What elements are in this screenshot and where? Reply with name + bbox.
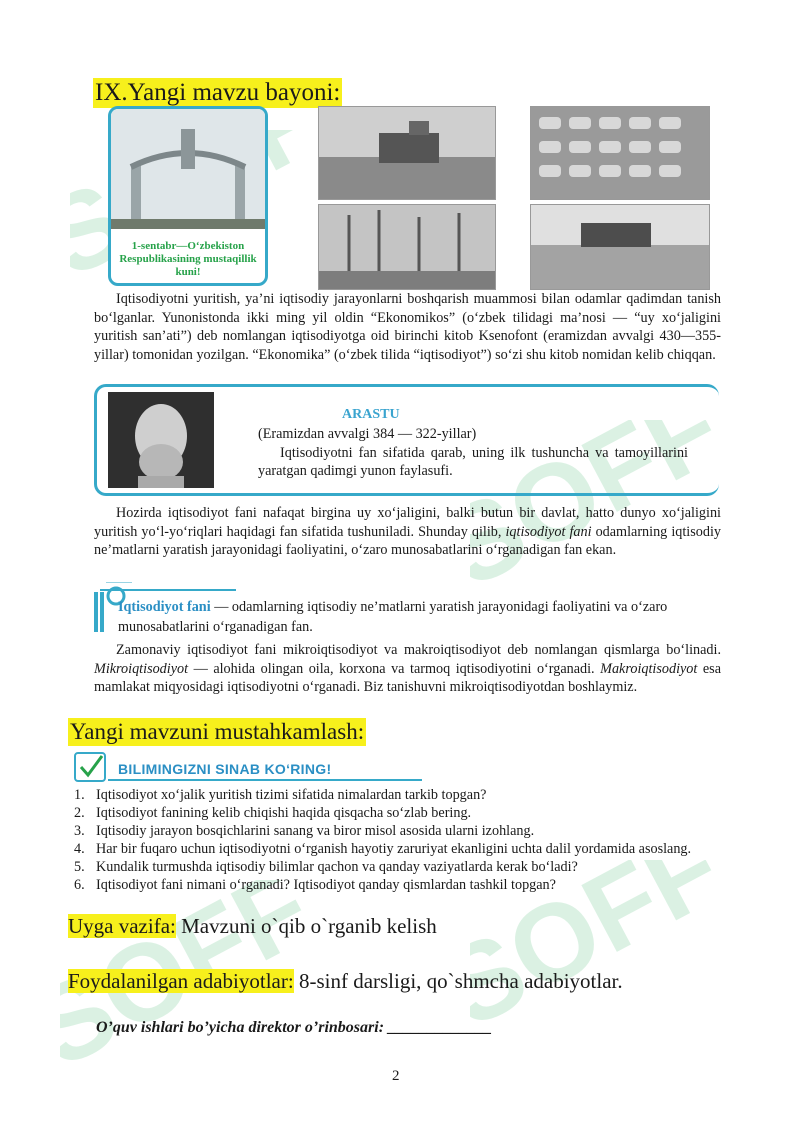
para2-text: Hozirda iqtisodiyot fani nafaqat birgina uy xo‘jaligini, balki butun bir davlat, hatto dunyo xo‘jaligini yuritish yo‘l-yo‘riqlari haqidagi fan sifatida tushuniladi. Shunday qilib, bbox=[94, 505, 721, 540]
question-item bbox=[74, 822, 714, 840]
monument-image bbox=[111, 109, 265, 229]
question-text: Iqtisodiyot xo‘jalik yuritish tizimi sifatida nimalardan tarkib topgan? bbox=[96, 787, 487, 803]
question-list bbox=[74, 786, 714, 894]
question-item bbox=[74, 840, 714, 858]
para3-text: Zamonaviy iqtisodiyot fani mikroiqtisodiyot va makroiqtisodiyot deb nomlangan qismlarga bo‘linadi. bbox=[116, 642, 721, 658]
question-number: 5. bbox=[74, 859, 85, 875]
homework-label: Uyga vazifa: bbox=[68, 914, 176, 938]
paragraph-2 bbox=[94, 504, 721, 560]
question-text: Iqtisodiyot fanining kelib chiqishi haqida qisqacha so‘zlab bering. bbox=[96, 805, 472, 821]
question-text: Har bir fuqaro uchun iqtisodiyotni o‘rganish hayotiy zaruriyat ekanligini uchta dalil yordamida asoslang. bbox=[96, 841, 692, 857]
literature-label: Foydalanilgan adabiyotlar: bbox=[68, 969, 294, 993]
question-number: 3. bbox=[74, 823, 85, 839]
definition-rule bbox=[100, 589, 236, 591]
para3-text3: esa mamlakat miqyosidagi iqtisodiyotni o‘rganadi. Biz tanishuvni mikroiqtisodiyotdan boshlaymiz. bbox=[94, 660, 721, 696]
paragraph-3 bbox=[94, 641, 721, 697]
svg-text:SOFF: SOFF bbox=[470, 420, 741, 612]
arastu-text bbox=[258, 425, 688, 481]
question-number: 4. bbox=[74, 841, 85, 857]
arastu-portrait bbox=[108, 392, 214, 488]
para3-text2: — alohida olingan oila, korxona va tarmoq iqtisodiyotini o‘rganadi. bbox=[188, 660, 601, 677]
question-item bbox=[74, 858, 714, 876]
question-number: 2. bbox=[74, 805, 85, 821]
para3-term1: Mikroiqtisodiyot bbox=[94, 660, 189, 677]
question-item bbox=[74, 804, 714, 822]
literature bbox=[68, 968, 623, 994]
question-text: Kundalik turmushda iqtisodiy bilimlar qachon va qanday vaziyatlarda kerak bo‘ladi? bbox=[96, 859, 578, 875]
field-photo bbox=[530, 204, 710, 290]
reinforce-title: Yangi mavzuni mustahkamlash: bbox=[70, 719, 365, 744]
section-title: IX.Yangi mavzu bayoni: bbox=[95, 79, 341, 106]
question-number: 6. bbox=[74, 877, 85, 893]
question-item bbox=[74, 876, 714, 894]
definition-text bbox=[118, 597, 721, 637]
svg-text:SOFF: SOFF bbox=[470, 860, 741, 1052]
literature-text: 8-sinf darsligi, qo`shmcha adabiyotlar. bbox=[293, 969, 623, 993]
definition-body: — odamlarning iqtisodiy ne’matlarni yaratish jarayonidagi faoliyatini va o‘zaro munosabatlarini o‘rganadigan fan. bbox=[118, 599, 668, 635]
question-number: 1. bbox=[74, 787, 85, 803]
harvester-photo bbox=[318, 106, 496, 200]
para2-term: iqtisodiyot fani bbox=[505, 523, 592, 540]
intro-text: Iqtisodiyotni yuritish, ya’ni iqtisodiy jarayonlarni boshqarish muammosi bilan odamlar qadimdan tanish bo‘lganlar. Yunonistonda ikki ming yil oldin “Ekonomikos” (o‘zbek tilidagi ma’nosi — “uy xo‘jaligini yuritish san’ati”) deb nomlangan iqtisodiyotga oid birinchi kitob Ksenofont (eramizdan avvalgi 430—355-yillar) tomonidan yozilgan. “Ekonomika” (o‘zbek tilida “iqtisodiyot”) so‘zi shu kitob nomidan kelib chiqqan. bbox=[94, 291, 721, 363]
question-text: Iqtisodiy jarayon bosqichlarini sanang va biror misol asosida ularni izohlang. bbox=[96, 823, 535, 839]
cars-photo bbox=[530, 106, 710, 200]
arastu-description: Iqtisodiyotni fan sifatida qarab, uning ilk tushuncha va tamoyillarini yaratgan qadimgi yunon faylasufi. bbox=[258, 444, 688, 480]
factory-photo bbox=[318, 204, 496, 290]
homework-text: Mavzuni o`qib o`rganib kelish bbox=[175, 914, 437, 938]
arastu-name: ARASTU bbox=[342, 407, 400, 422]
intro-paragraph bbox=[94, 290, 721, 364]
banner-text: BILIMINGIZNI SINAB KO‘RING! bbox=[118, 761, 332, 777]
homework bbox=[68, 913, 437, 939]
svg-text:SOFF: SOFF bbox=[60, 880, 331, 1092]
para2-text-end: odamlarning iqtisodiy ne’matlarni yaratish jarayonidagi faoliyatini, o‘zaro munosabatlarini o‘rganadigan fan ekan. bbox=[94, 523, 721, 559]
question-text: Iqtisodiyot fani nimani o‘rganadi? Iqtisodiyot qanday qismlardan tashkil topgan? bbox=[96, 877, 556, 893]
para3-term2: Makroiqtisodiyot bbox=[600, 660, 698, 677]
independence-day-card bbox=[108, 106, 268, 286]
signature-line: O’quv ishlari bo’yicha direktor o’rinbosari: _____________ bbox=[96, 1019, 493, 1036]
definition-term: Iqtisodiyot fani bbox=[118, 599, 211, 615]
arastu-years: (Eramizdan avvalgi 384 — 322-yillar) bbox=[258, 426, 477, 442]
page-number: 2 bbox=[392, 1068, 400, 1084]
photo-caption: 1-sentabr—O‘zbekiston Respublikasining mustaqillik kuni! bbox=[119, 240, 257, 278]
question-item bbox=[74, 786, 714, 804]
